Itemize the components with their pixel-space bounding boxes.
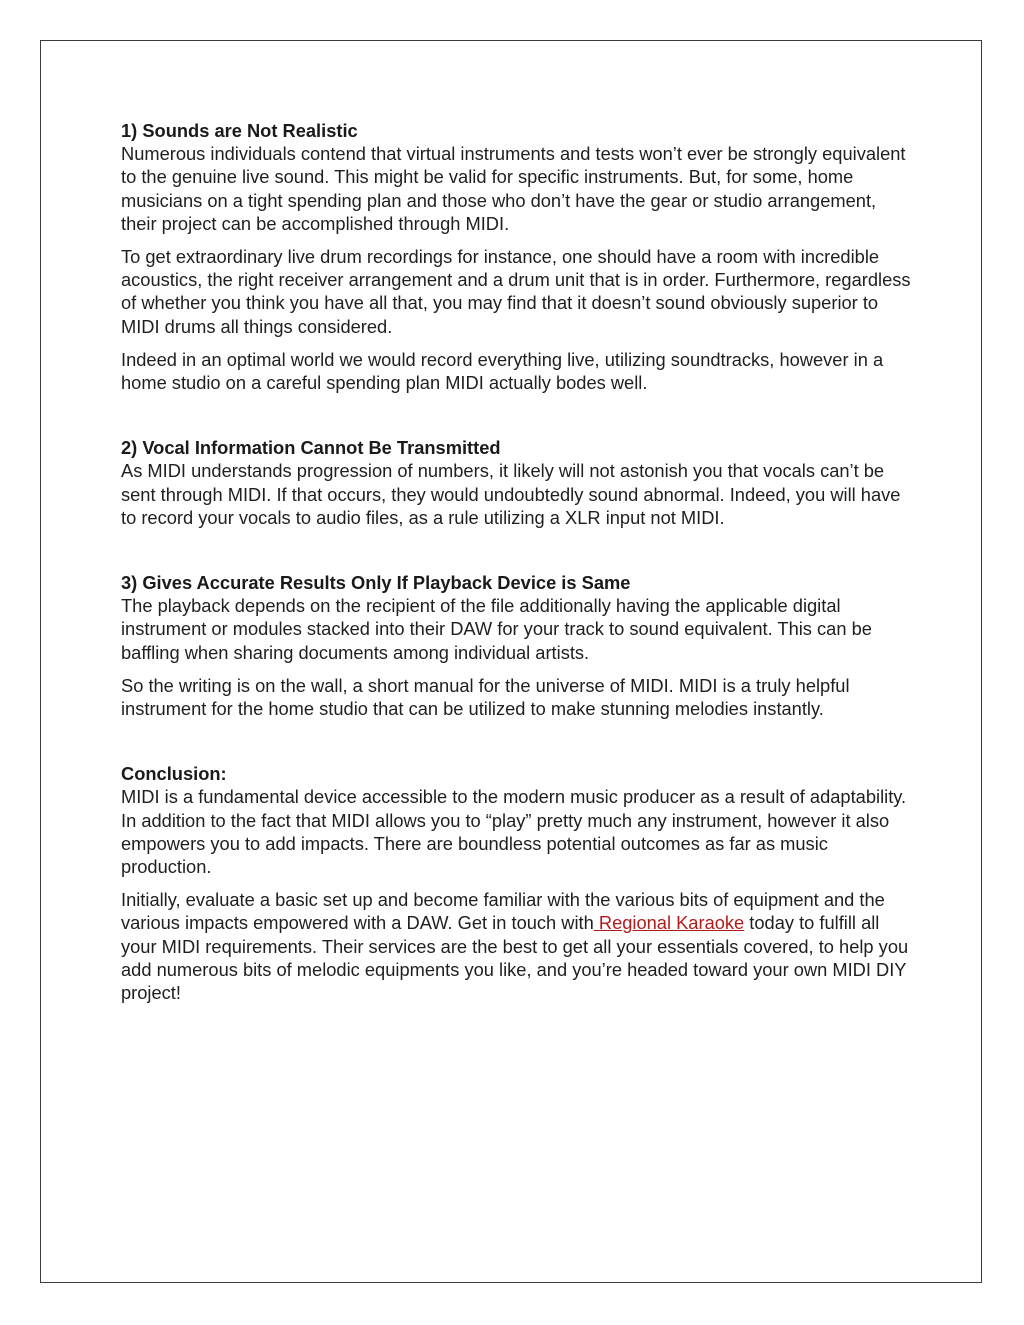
section-heading: 2) Vocal Information Cannot Be Transmitted [121,437,501,459]
section-conclusion [121,762,911,1004]
paragraph: MIDI is a fundamental device accessible to the modern music producer as a result of adaptability. In addition to the fact that MIDI allows you to “play” pretty much any instrument, however it also empowers you to add impacts. There are boundless potential outcomes as far as music production. [121,786,907,878]
paragraph: To get extraordinary live drum recordings for instance, one should have a room with incredible acoustics, the right receiver arrangement and a drum unit that is in order. Furthermore, regardless of whether you think you have all that, you may find that it doesn’t sound obviously superior to MIDI drums all things considered. [121,246,911,337]
regional-karaoke-link[interactable]: Regional Karaoke [593,912,745,934]
section-accurate-results [121,571,911,720]
document-body [121,119,911,1046]
section-vocal-information [121,436,911,529]
conclusion-heading: Conclusion: [121,763,227,785]
section-sounds-not-realistic [121,119,911,394]
paragraph: Indeed in an optimal world we would record everything live, utilizing soundtracks, however in a home studio on a careful spending plan MIDI actually bodes well. [121,348,884,394]
paragraph: So the writing is on the wall, a short manual for the universe of MIDI. MIDI is a truly helpful instrument for the home studio that can be utilized to make stunning melodies instantly. [121,674,850,720]
paragraph-text: today to fulfill all your MIDI requirements. Their services are the best to get all your essentials covered, to help you add numerous bits of melodic equipments you like, and you’re headed toward your own MIDI DIY project! [121,912,909,1004]
paragraph-text: Initially, evaluate a basic set up and become familiar with the various bits of equipment and the various impacts empowered with a DAW. Get in touch with [121,889,885,934]
paragraph: As MIDI understands progression of numbers, it likely will not astonish you that vocals can’t be sent through MIDI. If that occurs, they would undoubtedly sound abnormal. Indeed, you will have to record your vocals to audio files, as a rule utilizing a XLR input not MIDI. [121,460,901,528]
paragraph-with-link [121,888,911,1004]
paragraph: Numerous individuals contend that virtual instruments and tests won’t ever be strongly equivalent to the genuine live sound. This might be valid for specific instruments. But, for some, home musicians on a tight spending plan and those who don’t have the gear or studio arrangement, their project can be accomplished through MIDI. [121,143,906,234]
paragraph: The playback depends on the recipient of the file additionally having the applicable digital instrument or modules stacked into their DAW for your track to sound equivalent. This can be baffling when sharing documents among individual artists. [121,595,872,663]
section-heading: 3) Gives Accurate Results Only If Playback Device is Same [121,572,631,594]
section-heading: 1) Sounds are Not Realistic [121,120,358,141]
